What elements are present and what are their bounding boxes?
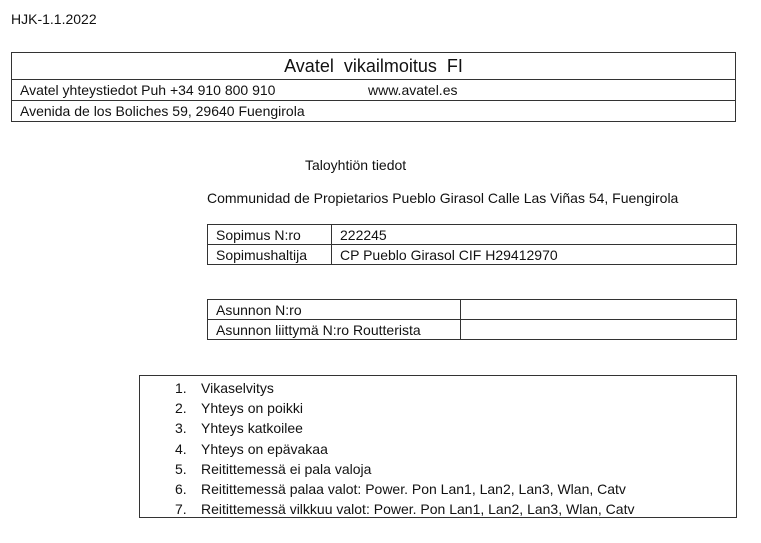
fault-list: [140, 378, 634, 519]
form-title: Avatel vikailmoitus FI: [12, 53, 735, 80]
apartment-number-field[interactable]: [461, 300, 737, 320]
router-connection-field[interactable]: [461, 320, 737, 340]
table-row: [208, 245, 737, 265]
list-item: [140, 398, 634, 418]
list-item: [140, 499, 634, 519]
section-title: Taloyhtiön tiedot: [305, 157, 407, 173]
list-item-number: 6.: [175, 480, 187, 497]
address-row: [12, 100, 735, 121]
table-row: [208, 320, 737, 340]
fault-list-box: [139, 375, 737, 518]
list-item-number: 3.: [175, 420, 187, 437]
list-item-text: Yhteys on poikki: [201, 400, 303, 417]
contract-holder-label: Sopimushaltija: [208, 245, 332, 265]
contract-number-value: 222245: [332, 225, 737, 245]
contact-row: [12, 80, 735, 100]
table-row: [208, 300, 737, 320]
list-item-text: Reitittemessä vilkkuu valot: Power. Pon Lan1, Lan2, Lan3, Wlan, Catv: [201, 501, 635, 518]
list-item-number: 4.: [175, 440, 187, 457]
association-name: Communidad de Propietarios Pueblo Girasol Calle Las Viñas 54, Fuengirola: [207, 190, 679, 206]
list-item-number: 7.: [175, 501, 187, 518]
contract-table: [207, 224, 737, 265]
website-link[interactable]: www.avatel.es: [368, 82, 458, 98]
contact-phone: Avatel yhteystiedot Puh +34 910 800 910: [20, 82, 276, 98]
list-item-number: 2.: [175, 400, 187, 417]
list-item: [140, 378, 634, 398]
header-box: [11, 52, 736, 122]
router-connection-label: Asunnon liittymä N:ro Routterista: [208, 320, 461, 340]
list-item: [140, 439, 634, 459]
address-text: Avenida de los Boliches 59, 29640 Fuengirola: [20, 103, 305, 119]
list-item-text: Yhteys on epävakaa: [201, 440, 328, 457]
list-item-text: Reitittemessä ei pala valoja: [201, 460, 372, 477]
contract-number-label: Sopimus N:ro: [208, 225, 332, 245]
apartment-table: [207, 299, 737, 340]
list-item-text: Vikaselvitys: [201, 380, 274, 396]
table-row: [208, 225, 737, 245]
list-item: [140, 479, 634, 499]
apartment-number-label: Asunnon N:ro: [208, 300, 461, 320]
list-item-number: 1.: [175, 380, 187, 396]
contract-holder-value: CP Pueblo Girasol CIF H29412970: [332, 245, 737, 265]
list-item-text: Yhteys katkoilee: [201, 420, 303, 437]
document-id: HJK-1.1.2022: [11, 11, 97, 27]
list-item-text: Reitittemessä palaa valot: Power. Pon Lan1, Lan2, Lan3, Wlan, Catv: [201, 480, 626, 497]
list-item: [140, 418, 634, 438]
list-item: [140, 459, 634, 479]
list-item-number: 5.: [175, 460, 187, 477]
